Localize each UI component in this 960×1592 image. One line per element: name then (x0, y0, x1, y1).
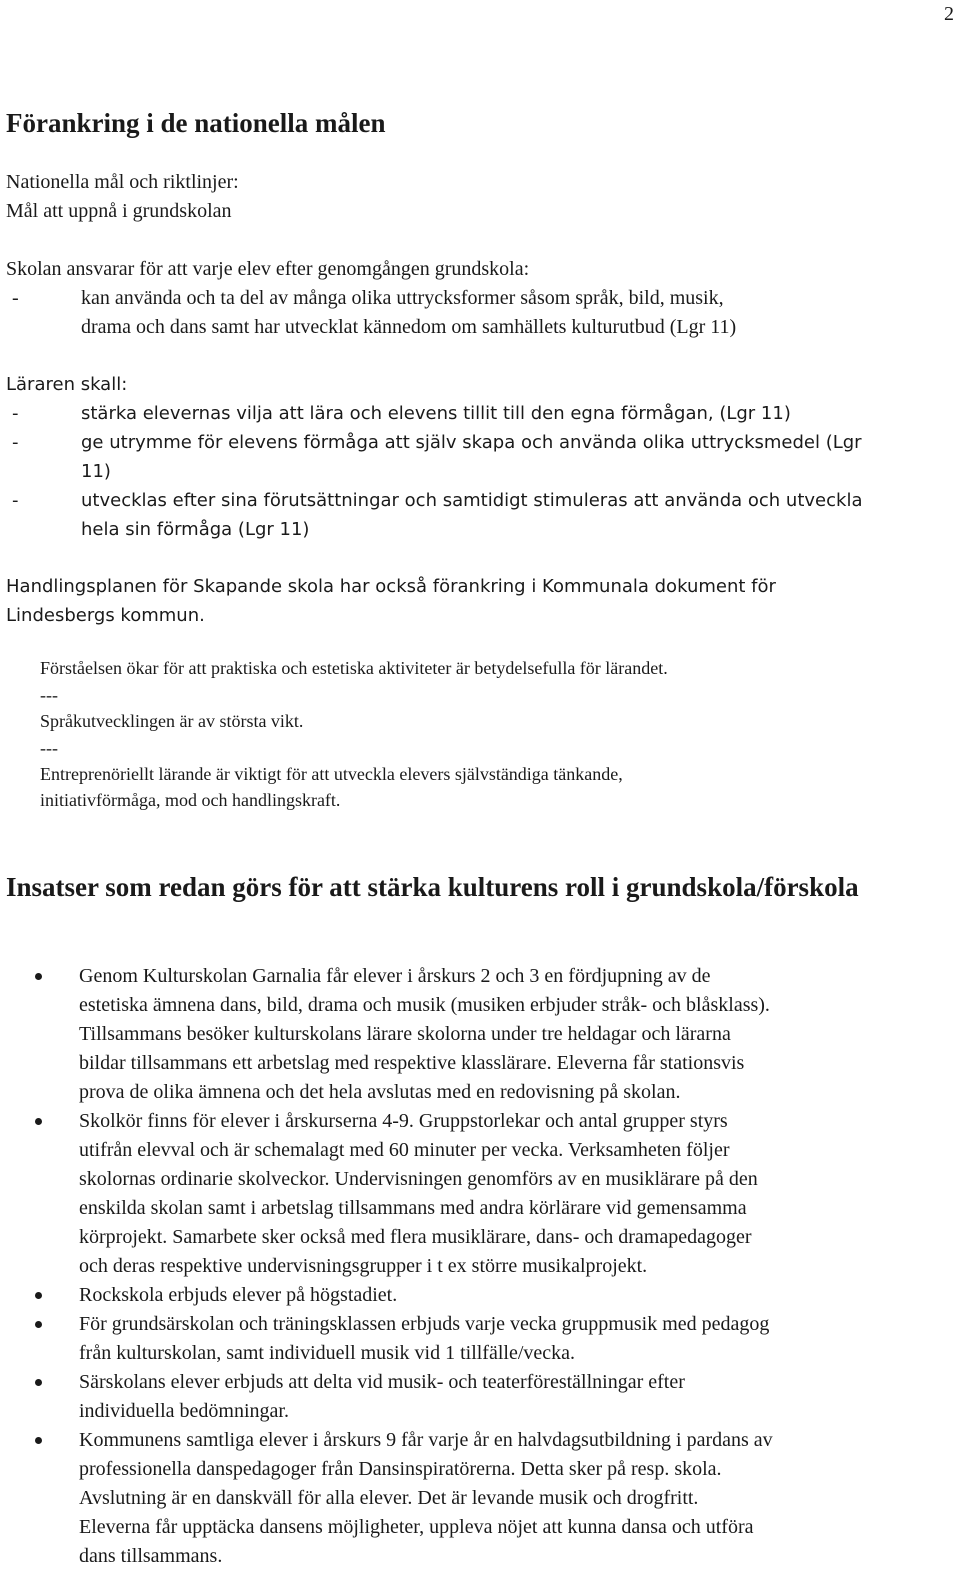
school-intro: Skolan ansvarar för att varje elev efter genomgången grundskola: (6, 258, 530, 280)
school-goal-list (6, 284, 736, 342)
plan-text-line: Handlingsplanen för Skapande skola har också förankring i Kommunala dokument för (6, 576, 776, 597)
teacher-goal-item (6, 428, 862, 486)
efforts-list (6, 962, 773, 1571)
item-line: Rockskola erbjuds elever på högstadiet. (79, 1284, 398, 1306)
teacher-goal-item (6, 399, 862, 428)
teacher-goal-item (6, 486, 862, 544)
bullet-marker (35, 1437, 42, 1444)
note-language: Språkutvecklingen är av största vikt. (40, 711, 304, 731)
item-line: ge utrymme för elevens förmåga att själv skapa och använda olika uttrycksmedel (Lgr (81, 432, 862, 453)
bullet-marker (35, 973, 42, 980)
item-line: 11) (81, 461, 111, 482)
item-line: från kulturskolan, samt individuell musik vid 1 tillfälle/vecka. (79, 1342, 576, 1364)
note-entrepreneurship-line: initiativförmåga, mod och handlingskraft. (40, 790, 341, 810)
item-line: Eleverna får upptäcka dansens möjligheter, uppleva nöjet att kunna dansa och utföra (79, 1516, 754, 1538)
item-line: prova de olika ämnena och det hela avslutas med en redovisning på skolan. (79, 1081, 681, 1103)
effort-item (6, 1426, 773, 1571)
note-entrepreneurship-line: Entreprenöriellt lärande är viktigt för att utveckla elevers självständiga tänkande, (40, 764, 623, 784)
item-line: Kommunens samtliga elever i årskurs 9 får varje år en halvdagsutbildning i pardans av (79, 1429, 773, 1451)
dash-marker: - (12, 403, 19, 424)
item-line: individuella bedömningar. (79, 1400, 289, 1422)
teacher-goal-list (6, 399, 862, 544)
item-line: stärka elevernas vilja att lära och elevens tillit till den egna förmågan, (Lgr 11) (81, 403, 791, 424)
effort-item (6, 1107, 773, 1281)
item-line: estetiska ämnena dans, bild, drama och musik (musiken erbjuder stråk- och blåsklass). (79, 994, 770, 1016)
section-heading-efforts: Insatser som redan görs för att stärka kulturens roll i grundskola/förskola (6, 872, 859, 902)
note-separator: --- (40, 738, 58, 758)
item-line: skolornas ordinarie skolveckor. Undervisningen genomförs av en musiklärare på den (79, 1168, 758, 1190)
item-line: körprojekt. Samarbete sker också med flera musiklärare, dans- och dramapedagoger (79, 1226, 752, 1248)
school-goal-item (6, 284, 736, 342)
note-separator: --- (40, 685, 58, 705)
bullet-marker (35, 1379, 42, 1386)
effort-item (6, 962, 773, 1107)
bullet-marker (35, 1118, 42, 1125)
bullet-marker (35, 1321, 42, 1328)
item-line: Tillsammans besöker kulturskolans lärare skolorna under tre heldagar och lärarna (79, 1023, 731, 1045)
item-line: bildar tillsammans ett arbetslag med respektive klasslärare. Eleverna får stationsvis (79, 1052, 745, 1074)
item-line: För grundsärskolan och träningsklassen erbjuds varje vecka gruppmusik med pedagog (79, 1313, 770, 1335)
dash-marker: - (12, 287, 19, 309)
item-line: utvecklas efter sina förutsättningar och samtidigt stimuleras att använda och utveckla (81, 490, 863, 511)
goals-title: Nationella mål och riktlinjer: (6, 171, 239, 193)
item-line: Genom Kulturskolan Garnalia får elever i årskurs 2 och 3 en fördjupning av de (79, 965, 711, 987)
effort-item (6, 1281, 773, 1310)
note-understanding: Förståelsen ökar för att praktiska och estetiska aktiviteter är betydelsefulla för lärandet. (40, 658, 668, 678)
teacher-intro: Läraren skall: (6, 374, 128, 395)
item-line: Särskolans elever erbjuds att delta vid musik- och teaterföreställningar efter (79, 1371, 685, 1393)
item-line: utifrån elevval och är schemalagt med 60 minuter per vecka. Verksamheten följer (79, 1139, 730, 1161)
item-line: kan använda och ta del av många olika uttrycksformer såsom språk, bild, musik, (81, 287, 724, 309)
plan-text-line: Lindesbergs kommun. (6, 605, 205, 626)
dash-marker: - (12, 490, 19, 511)
page-number: 2 (944, 3, 954, 25)
goals-subtitle: Mål att uppnå i grundskolan (6, 200, 232, 222)
item-line: professionella danspedagoger från Dansinspiratörerna. Detta sker på resp. skola. (79, 1458, 722, 1480)
effort-item (6, 1368, 773, 1426)
effort-item (6, 1310, 773, 1368)
item-line: Avslutning är en danskväll för alla elever. Det är levande musik och drogfritt. (79, 1487, 699, 1509)
section-heading-anchoring: Förankring i de nationella målen (6, 108, 386, 138)
item-line: enskilda skolan samt i arbetslag tillsammans med andra körlärare vid gemensamma (79, 1197, 747, 1219)
item-line: drama och dans samt har utvecklat kännedom om samhällets kulturutbud (Lgr 11) (81, 316, 737, 338)
item-line: Skolkör finns för elever i årskurserna 4-9. Gruppstorlekar och antal grupper styrs (79, 1110, 728, 1132)
item-line: dans tillsammans. (79, 1545, 223, 1567)
dash-marker: - (12, 432, 19, 453)
bullet-marker (35, 1292, 42, 1299)
item-line: hela sin förmåga (Lgr 11) (81, 519, 310, 540)
item-line: och deras respektive undervisningsgrupper i t ex större musikalprojekt. (79, 1255, 648, 1277)
